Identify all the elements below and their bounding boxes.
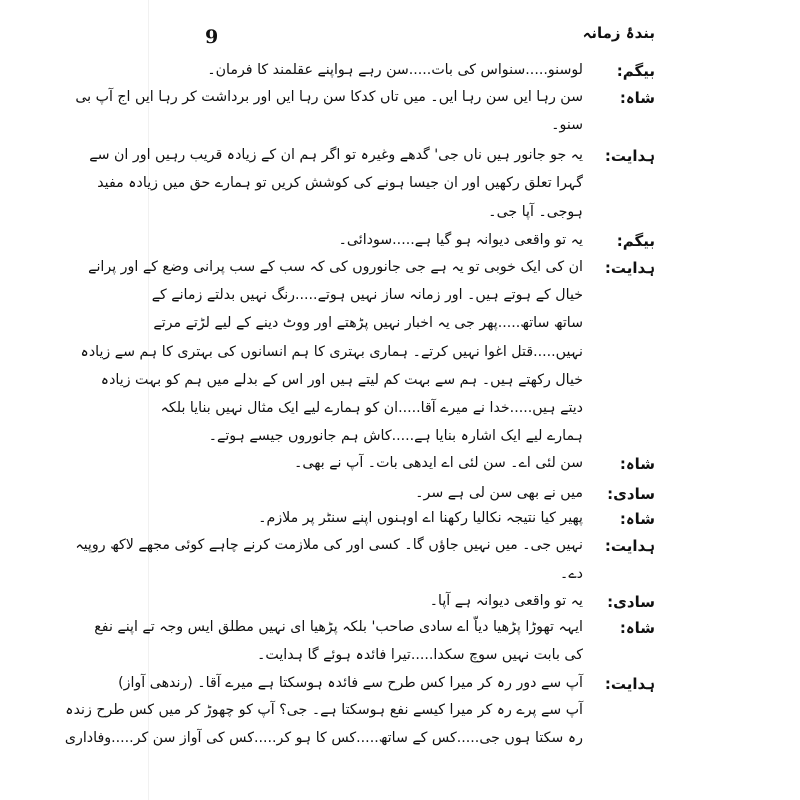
dialogue-line [200, 117, 655, 143]
line-text: خیال کے ہوتے ہیں۔ اور زمانہ ساز نہیں ہوتے.....رنگ نہیں بدلتے زمانے کے [151, 287, 583, 303]
line-text: ان کی ایک خوبی تو یہ ہے جی جانوروں کی کہ سب کے سب پرانی وضع کے اور پرانے [88, 259, 583, 275]
speaker-name: شاہ: [619, 455, 655, 473]
speaker-name: ہدایت: [604, 147, 655, 165]
dialogue-line [89, 147, 655, 173]
line-text: پھیر کیا نتیجہ نکالیا رکھنا اے اوہنوں اپنے سنٹر پر ملازم۔ [258, 510, 583, 526]
line-text: کی بابت نہیں سوچ سکدا.....تیرا فائدہ ہوئے گا ہدایت۔ [257, 647, 583, 663]
dialogue-line [75, 89, 655, 115]
dialogue-line [118, 675, 655, 701]
speaker-name: ہدایت: [604, 675, 655, 693]
dialogue-line [200, 485, 655, 511]
line-text: لوسنو.....سنواس کی بات.....سن رہے ہواپنے عقلمند کا فرمان۔ [207, 62, 583, 78]
speaker-name: ہدایت: [604, 259, 655, 277]
dialogue-line [200, 647, 655, 673]
dialogue-line [88, 259, 655, 285]
dialogue-line [200, 593, 655, 619]
line-text: گہرا تعلق رکھیں اور ان جیسا ہونے کی کوشش کریں تو ہمارے حق میں زیادہ مفید [97, 175, 583, 191]
dialogue-line [200, 204, 655, 230]
line-text: دے۔ [560, 566, 583, 582]
dialogue-line [200, 62, 655, 88]
page-number: 9 [205, 26, 219, 48]
line-text: ہوجی۔ آپا جی۔ [488, 204, 583, 220]
running-title: بندۂ زمانہ [582, 24, 655, 42]
speaker-name: شاہ: [619, 619, 655, 637]
line-text: خیال رکھتے ہیں۔ ہم سے بہت کم لیتے ہیں اور اس کے بدلے میں ہم کو بہت زیادہ [100, 372, 583, 388]
dialogue-line [200, 510, 655, 536]
dialogue-line [160, 400, 655, 426]
speaker-name: شاہ: [619, 89, 655, 107]
line-text: یہ تو واقعی دیوانہ ہے آپا۔ [429, 593, 583, 609]
speaker-name: ہدایت: [604, 537, 655, 555]
line-text: سنو۔ [551, 117, 583, 133]
line-text: ساتھ ساتھ.....پھر جی یہ اخبار نہیں پڑھتے اور ووٹ دینے کے لیے لڑتے مرتے [153, 315, 583, 331]
line-text: سن لئی اے۔ سن لئی اے ایدھی بات۔ آپ نے بھی۔ [294, 455, 583, 471]
dialogue-line [200, 428, 655, 454]
dialogue-line [94, 619, 655, 645]
line-text: ہمارے لیے ایک اشارہ بنایا ہے.....کاش ہم جانوروں جیسے ہوتے۔ [208, 428, 583, 444]
speaker-name: شاہ: [619, 510, 655, 528]
dialogue-line [75, 537, 655, 563]
dialogue-line [200, 455, 655, 481]
dialogue-line [200, 566, 655, 592]
line-text: رہ سکتا ہوں جی.....کس کے ساتھ.....کس کا ہو کر.....کس کی آواز سن کر.....وفاداری [64, 730, 583, 746]
line-text: ایہہ تھوڑا پڑھیا دیاّ اے سادی صاحب' بلکہ پڑھیا ای نہیں مطلق ایس وجہ تے اپنے نفع [94, 619, 583, 635]
line-text: نہیں.....قتل اغوا نہیں کرتے۔ ہماری بہتری کا ہم انسانوں کی بہتری کا ہم سے زیادہ [80, 344, 583, 360]
dialogue-line [97, 175, 655, 201]
dialogue-line [200, 232, 655, 258]
line-text: سن رہا ایں سن رہا ایں۔ میں تاں کدکا سن رہا ایں اور برداشت کر رہا ایں اج آپ بی [75, 89, 583, 105]
line-text: یہ تو واقعی دیوانہ ہو گیا ہے.....سودائی۔ [338, 232, 583, 248]
line-text: دیتے ہیں.....خدا نے میرے آقا.....ان کو ہمارے لیے ایک مثال نہیں بنایا بلکہ [160, 400, 583, 416]
line-text: میں نے بھی سن لی ہے سر۔ [415, 485, 583, 501]
line-text: نہیں جی۔ میں نہیں جاؤں گا۔ کسی اور کی ملازمت کرنے چاہے کوئی مجھے لاکھ روپیہ [75, 537, 583, 553]
speaker-name: بیگم: [616, 232, 655, 250]
line-text: آپ سے دور رہ کر میرا کس طرح سے فائدہ ہوسکتا ہے میرے آقا۔ (رندھی آواز) [118, 675, 583, 691]
dialogue-line [153, 315, 655, 341]
dialogue-line [100, 372, 655, 398]
speaker-name: بیگم: [616, 62, 655, 80]
dialogue-line [151, 287, 655, 313]
line-text: آپ سے پرے رہ کر میرا کیسے نفع ہوسکتا ہے۔ جی؟ آپ کو چھوڑ کر میں کس طرح زندہ [65, 702, 583, 718]
speaker-name: سادی: [607, 593, 655, 611]
dialogue-line [64, 730, 655, 756]
dialogue-line [80, 344, 655, 370]
line-text: یہ جو جانور ہیں ناں جی' گدھے وغیرہ تو اگر ہم ان کے زیادہ قریب رہیں اور ان سے [89, 147, 583, 163]
speaker-name: سادی: [607, 485, 655, 503]
dialogue-line [65, 702, 655, 728]
